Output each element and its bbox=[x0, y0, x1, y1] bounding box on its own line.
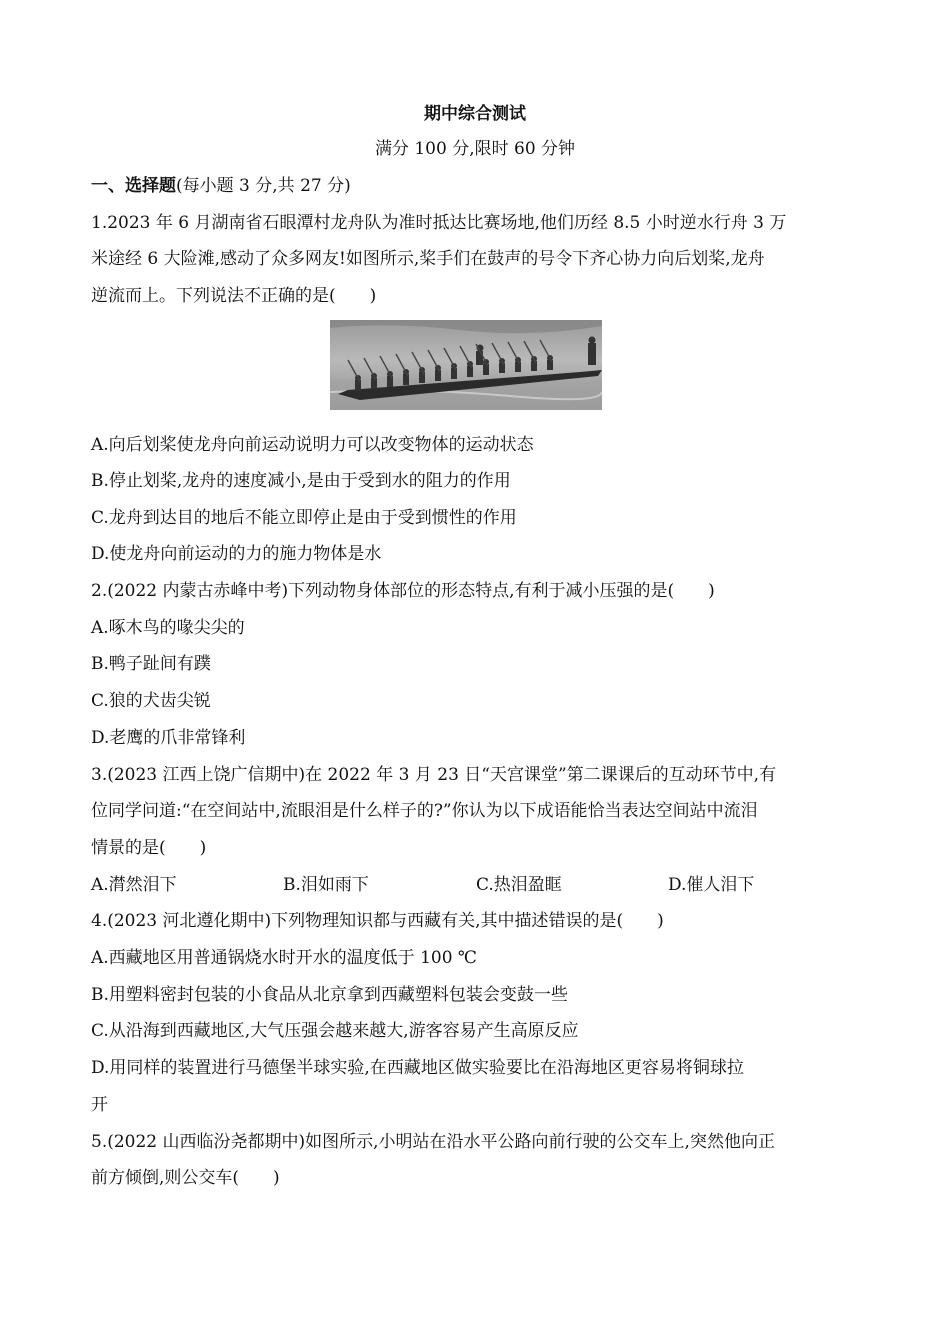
q3-options-row bbox=[91, 871, 851, 899]
page-title: 期中综合测试 bbox=[424, 104, 526, 124]
q2-option-a: A.啄木鸟的喙尖尖的 bbox=[91, 618, 245, 638]
q1-option-a: A.向后划桨使龙舟向前运动说明力可以改变物体的运动状态 bbox=[91, 435, 534, 455]
q1-option-c: C.龙舟到达目的地后不能立即停止是由于受到惯性的作用 bbox=[91, 508, 517, 528]
q2-option-d: D.老鹰的爪非常锋利 bbox=[91, 728, 246, 748]
q1-option-b: B.停止划桨,龙舟的速度减小,是由于受到水的阻力的作用 bbox=[91, 471, 511, 491]
q4-option-d-line-2: 开 bbox=[91, 1095, 108, 1115]
q3-text-line-2: 位同学问道:“在空间站中,流眼泪是什么样子的?”你认为以下成语能恰当表达空间站中流泪 bbox=[91, 801, 758, 821]
q5-text-line-2: 前方倾倒,则公交车( ) bbox=[91, 1168, 280, 1188]
q3-text-line-3: 情景的是( ) bbox=[91, 838, 207, 858]
q2-text-line-1: 2.(2022 内蒙古赤峰中考)下列动物身体部位的形态特点,有利于减小压强的是( ) bbox=[91, 581, 715, 601]
exam-subtitle: 满分 100 分,限时 60 分钟 bbox=[374, 139, 576, 159]
section-heading: 一、选择题 bbox=[91, 176, 176, 196]
q3-option-a: A.潸然泪下 bbox=[91, 875, 177, 895]
q3-text-line-1: 3.(2023 江西上饶广信期中)在 2022 年 3 月 23 日“天宫课堂”第二课课后的互动环节中,有 bbox=[91, 765, 777, 785]
q2-option-c: C.狼的犬齿尖锐 bbox=[91, 691, 211, 711]
q5-text-line-1: 5.(2022 山西临汾尧都期中)如图所示,小明站在沿水平公路向前行驶的公交车上,突然他向正 bbox=[91, 1132, 775, 1152]
q1-text-line-2: 米途经 6 大险滩,感动了众多网友!如图所示,桨手们在鼓声的号令下齐心协力向后划桨,龙舟 bbox=[91, 249, 765, 269]
q1-option-d: D.使龙舟向前运动的力的施力物体是水 bbox=[91, 544, 382, 564]
q4-option-c: C.从沿海到西藏地区,大气压强会越来越大,游客容易产生高原反应 bbox=[91, 1021, 579, 1041]
q4-option-d-line-1: D.用同样的装置进行马德堡半球实验,在西藏地区做实验要比在沿海地区更容易将铜球拉 bbox=[91, 1058, 744, 1078]
q3-option-b: B.泪如雨下 bbox=[283, 875, 369, 895]
q4-option-a: A.西藏地区用普通锅烧水时开水的温度低于 100 ℃ bbox=[91, 948, 477, 968]
q3-option-c: C.热泪盈眶 bbox=[476, 875, 562, 895]
q3-option-d: D.催人泪下 bbox=[668, 875, 755, 895]
q2-option-b: B.鸭子趾间有蹼 bbox=[91, 654, 211, 674]
q1-text-line-3: 逆流而上。下列说法不正确的是( ) bbox=[91, 286, 377, 306]
dragon-boat-photo bbox=[330, 320, 602, 410]
section-note: (每小题 3 分,共 27 分) bbox=[176, 176, 351, 196]
q4-option-b: B.用塑料密封包装的小食品从北京拿到西藏塑料包装会变鼓一些 bbox=[91, 985, 568, 1005]
section-heading-row bbox=[91, 172, 351, 200]
q1-text-line-1: 1.2023 年 6 月湖南省石眼潭村龙舟队为准时抵达比赛场地,他们历经 8.5 小时逆水行舟 3 万 bbox=[91, 213, 787, 233]
q4-text-line-1: 4.(2023 河北遵化期中)下列物理知识都与西藏有关,其中描述错误的是( ) bbox=[91, 911, 664, 931]
